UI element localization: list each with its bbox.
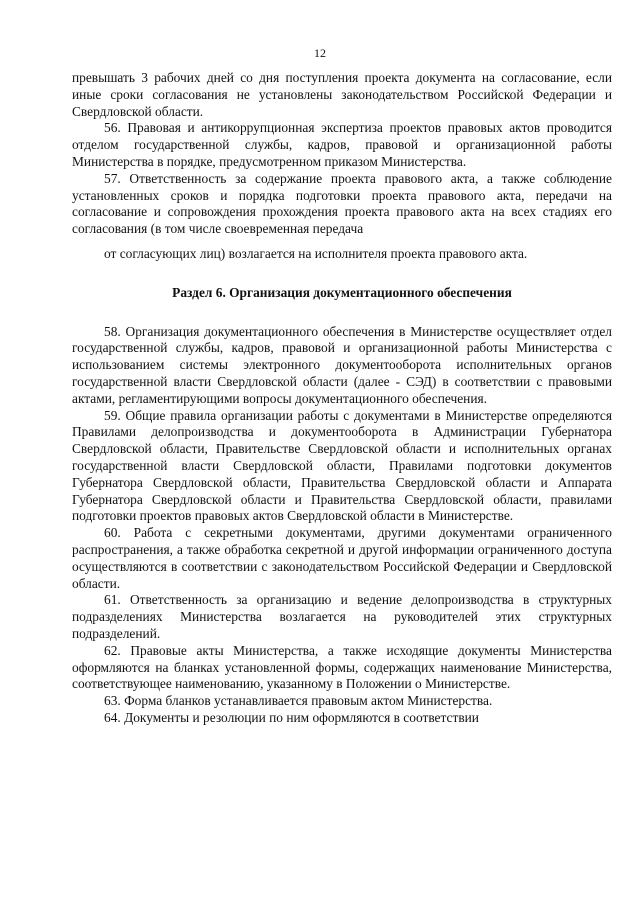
document-body xyxy=(72,70,612,727)
paragraph-64: 64. Документы и резолюции по ним оформляются в соответствии xyxy=(104,709,479,725)
paragraph-63: 63. Форма бланков устанавливается правовым актом Министерства. xyxy=(104,693,493,709)
section-heading: Раздел 6. Организация документационного обеспечения xyxy=(172,284,512,300)
paragraph-58: 58. Организация документационного обеспечения в Министерстве осуществляет отдел государственной службы, кадров, правовой и организационной работы Министерства с использованием системы электронного документооборота исполнительных органов государственной власти Свердловской области (далее - СЭД) в соответствии с правовыми актами, регламентирующими вопросы документационного обеспечения. xyxy=(72,323,612,406)
paragraph-continuation: превышать 3 рабочих дней со дня поступления проекта документа на согласование, если иные сроки согласования не установлены законодательством Российской Федерации и Свердловской области. xyxy=(72,70,612,119)
paragraph-57-end: от согласующих лиц) возлагается на исполнителя проекта правового акта. xyxy=(104,245,528,261)
paragraph-57: 57. Ответственность за содержание проекта правового акта, а также соблюдение установленных сроков и порядка подготовки проекта правового акта, передачи на согласование и сопровождения прохождения проекта правового акта на всех стадиях его согласования (в том числе своевременная передача xyxy=(72,170,612,237)
paragraph-59: 59. Общие правила организации работы с документами в Министерстве определяются Правилами делопроизводства и документооборота в Администрации Губернатора Свердловской области, Правительстве Свердловской области и исполнительных органах государственной власти Свердловской области, Правилами подготовки документов Губернатора Свердловской области, Правительства Свердловской области и Аппарата Губернатора Свердловской области и Правительства Свердловской области, правилами подготовки проектов правовых актов Свердловской области в Министерстве. xyxy=(72,407,612,524)
paragraph-62: 62. Правовые акты Министерства, а также исходящие документы Министерства оформляются на бланках установленной формы, содержащих наименование Министерства, соответствующее наименованию, указанному в Положении о Министерстве. xyxy=(72,642,612,692)
paragraph-60: 60. Работа с секретными документами, другими документами ограниченного распространения, а также обработка секретной и другой информации ограниченного доступа осуществляются в соответствии с законодательством Российской Федерации и Свердловской области. xyxy=(72,525,612,591)
page-number: 12 xyxy=(314,46,326,60)
paragraph-61: 61. Ответственность за организацию и ведение делопроизводства в структурных подразделениях Министерства возлагается на руководителей этих структурных подразделений. xyxy=(72,592,612,641)
paragraph-56: 56. Правовая и антикоррупционная экспертиза проектов правовых актов проводится отделом государственной службы, кадров, правовой и организационной работы Министерства в порядке, предусмотренном приказом Министерства. xyxy=(72,120,612,169)
